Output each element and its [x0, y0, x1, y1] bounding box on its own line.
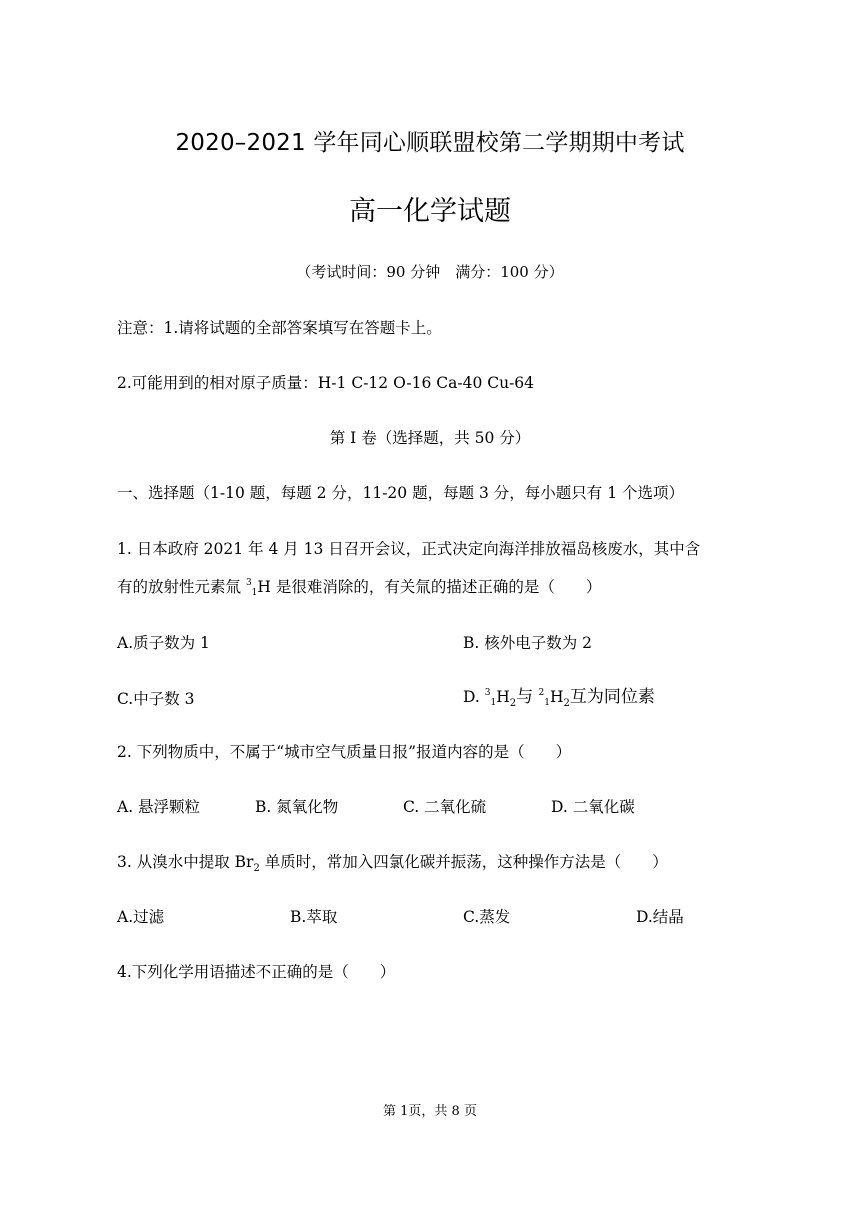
question-3-option-d: D.结晶 — [636, 908, 684, 926]
question-3-stem — [117, 852, 668, 875]
isotope-symbol: H — [257, 578, 271, 596]
isotope-mass-number: 3 — [245, 578, 252, 588]
exam-info: （考试时间：90 分钟 满分：100 分） — [296, 263, 564, 281]
bromine-subscript: 2 — [253, 863, 260, 874]
question-2-option-b: B. 氮氧化物 — [255, 798, 339, 816]
question-1-stem-line1: 1. 日本政府 2021 年 4 月 13 日召开会议，正式决定向海洋排放福岛核废水，其中含 — [117, 540, 701, 558]
question-3-option-b: B.萃取 — [290, 908, 338, 926]
isotope-1-count: 2 — [509, 698, 517, 709]
question-1-option-d — [463, 687, 655, 710]
isotope-1-mass: 3 — [484, 688, 491, 698]
isotope-2-mass: 2 — [538, 688, 545, 698]
question-1-stem-text-end: 是很难消除的，有关氚的描述正确的是（ ） — [270, 578, 602, 596]
tritium-notation — [246, 577, 271, 600]
question-3-option-a: A.过滤 — [117, 908, 165, 926]
part-title: 第 I 卷（选择题，共 50 分） — [329, 429, 531, 447]
question-4-stem: 4.下列化学用语描述不正确的是（ ） — [117, 963, 396, 981]
question-2-stem: 2. 下列物质中，不属于“城市空气质量日报”报道内容的是（ ） — [117, 743, 572, 761]
question-3-stem-text-end: 单质时，常加入四氯化碳并振荡，这种操作方法是（ ） — [259, 853, 668, 871]
question-1-option-b: B. 核外电子数为 2 — [463, 634, 593, 652]
question-1-option-a: A.质子数为 1 — [117, 634, 210, 652]
subject-title: 高一化学试题 — [349, 196, 511, 227]
question-2-option-d: D. 二氧化碳 — [551, 798, 635, 816]
isotope-2-count: 2 — [563, 698, 570, 709]
option-d-mid: 与 — [516, 687, 539, 707]
note-2: 2.可能用到的相对原子质量：H-1 C-12 O-16 Ca-40 Cu-64 — [117, 374, 535, 392]
section-instruction: 一、选择题（1-10 题，每题 2 分，11-20 题，每题 3 分，每小题只有 1 个选项） — [117, 484, 685, 502]
isotope-notation-1 — [485, 687, 516, 710]
question-1-stem-text: 有的放射性元素氚 — [117, 578, 246, 596]
option-d-prefix: D. — [463, 688, 485, 706]
question-2-option-a: A. 悬浮颗粒 — [117, 798, 201, 816]
isotope-2-symbol: H — [549, 688, 564, 706]
question-2-option-c: C. 二氧化硫 — [403, 798, 487, 816]
question-1-option-c: C.中子数 3 — [117, 690, 195, 708]
isotope-1-symbol: H — [496, 688, 510, 706]
isotope-atomic-number: 1 — [251, 588, 258, 598]
page-footer: 第 1页，共 8 页 — [383, 1104, 477, 1119]
question-1-stem-line2 — [117, 577, 601, 600]
option-d-suffix: 互为同位素 — [569, 687, 655, 707]
exam-title: 2020–2021 学年同心顺联盟校第二学期期中考试 — [175, 130, 685, 156]
isotope-notation-2 — [539, 687, 570, 710]
question-3-option-c: C.蒸发 — [463, 908, 511, 926]
question-3-stem-text: 3. 从溴水中提取 Br — [117, 853, 254, 871]
isotope-1-atomic: 1 — [490, 698, 497, 708]
isotope-2-atomic: 1 — [544, 698, 550, 708]
note-1: 注意：1.请将试题的全部答案填写在答题卡上。 — [117, 319, 442, 337]
